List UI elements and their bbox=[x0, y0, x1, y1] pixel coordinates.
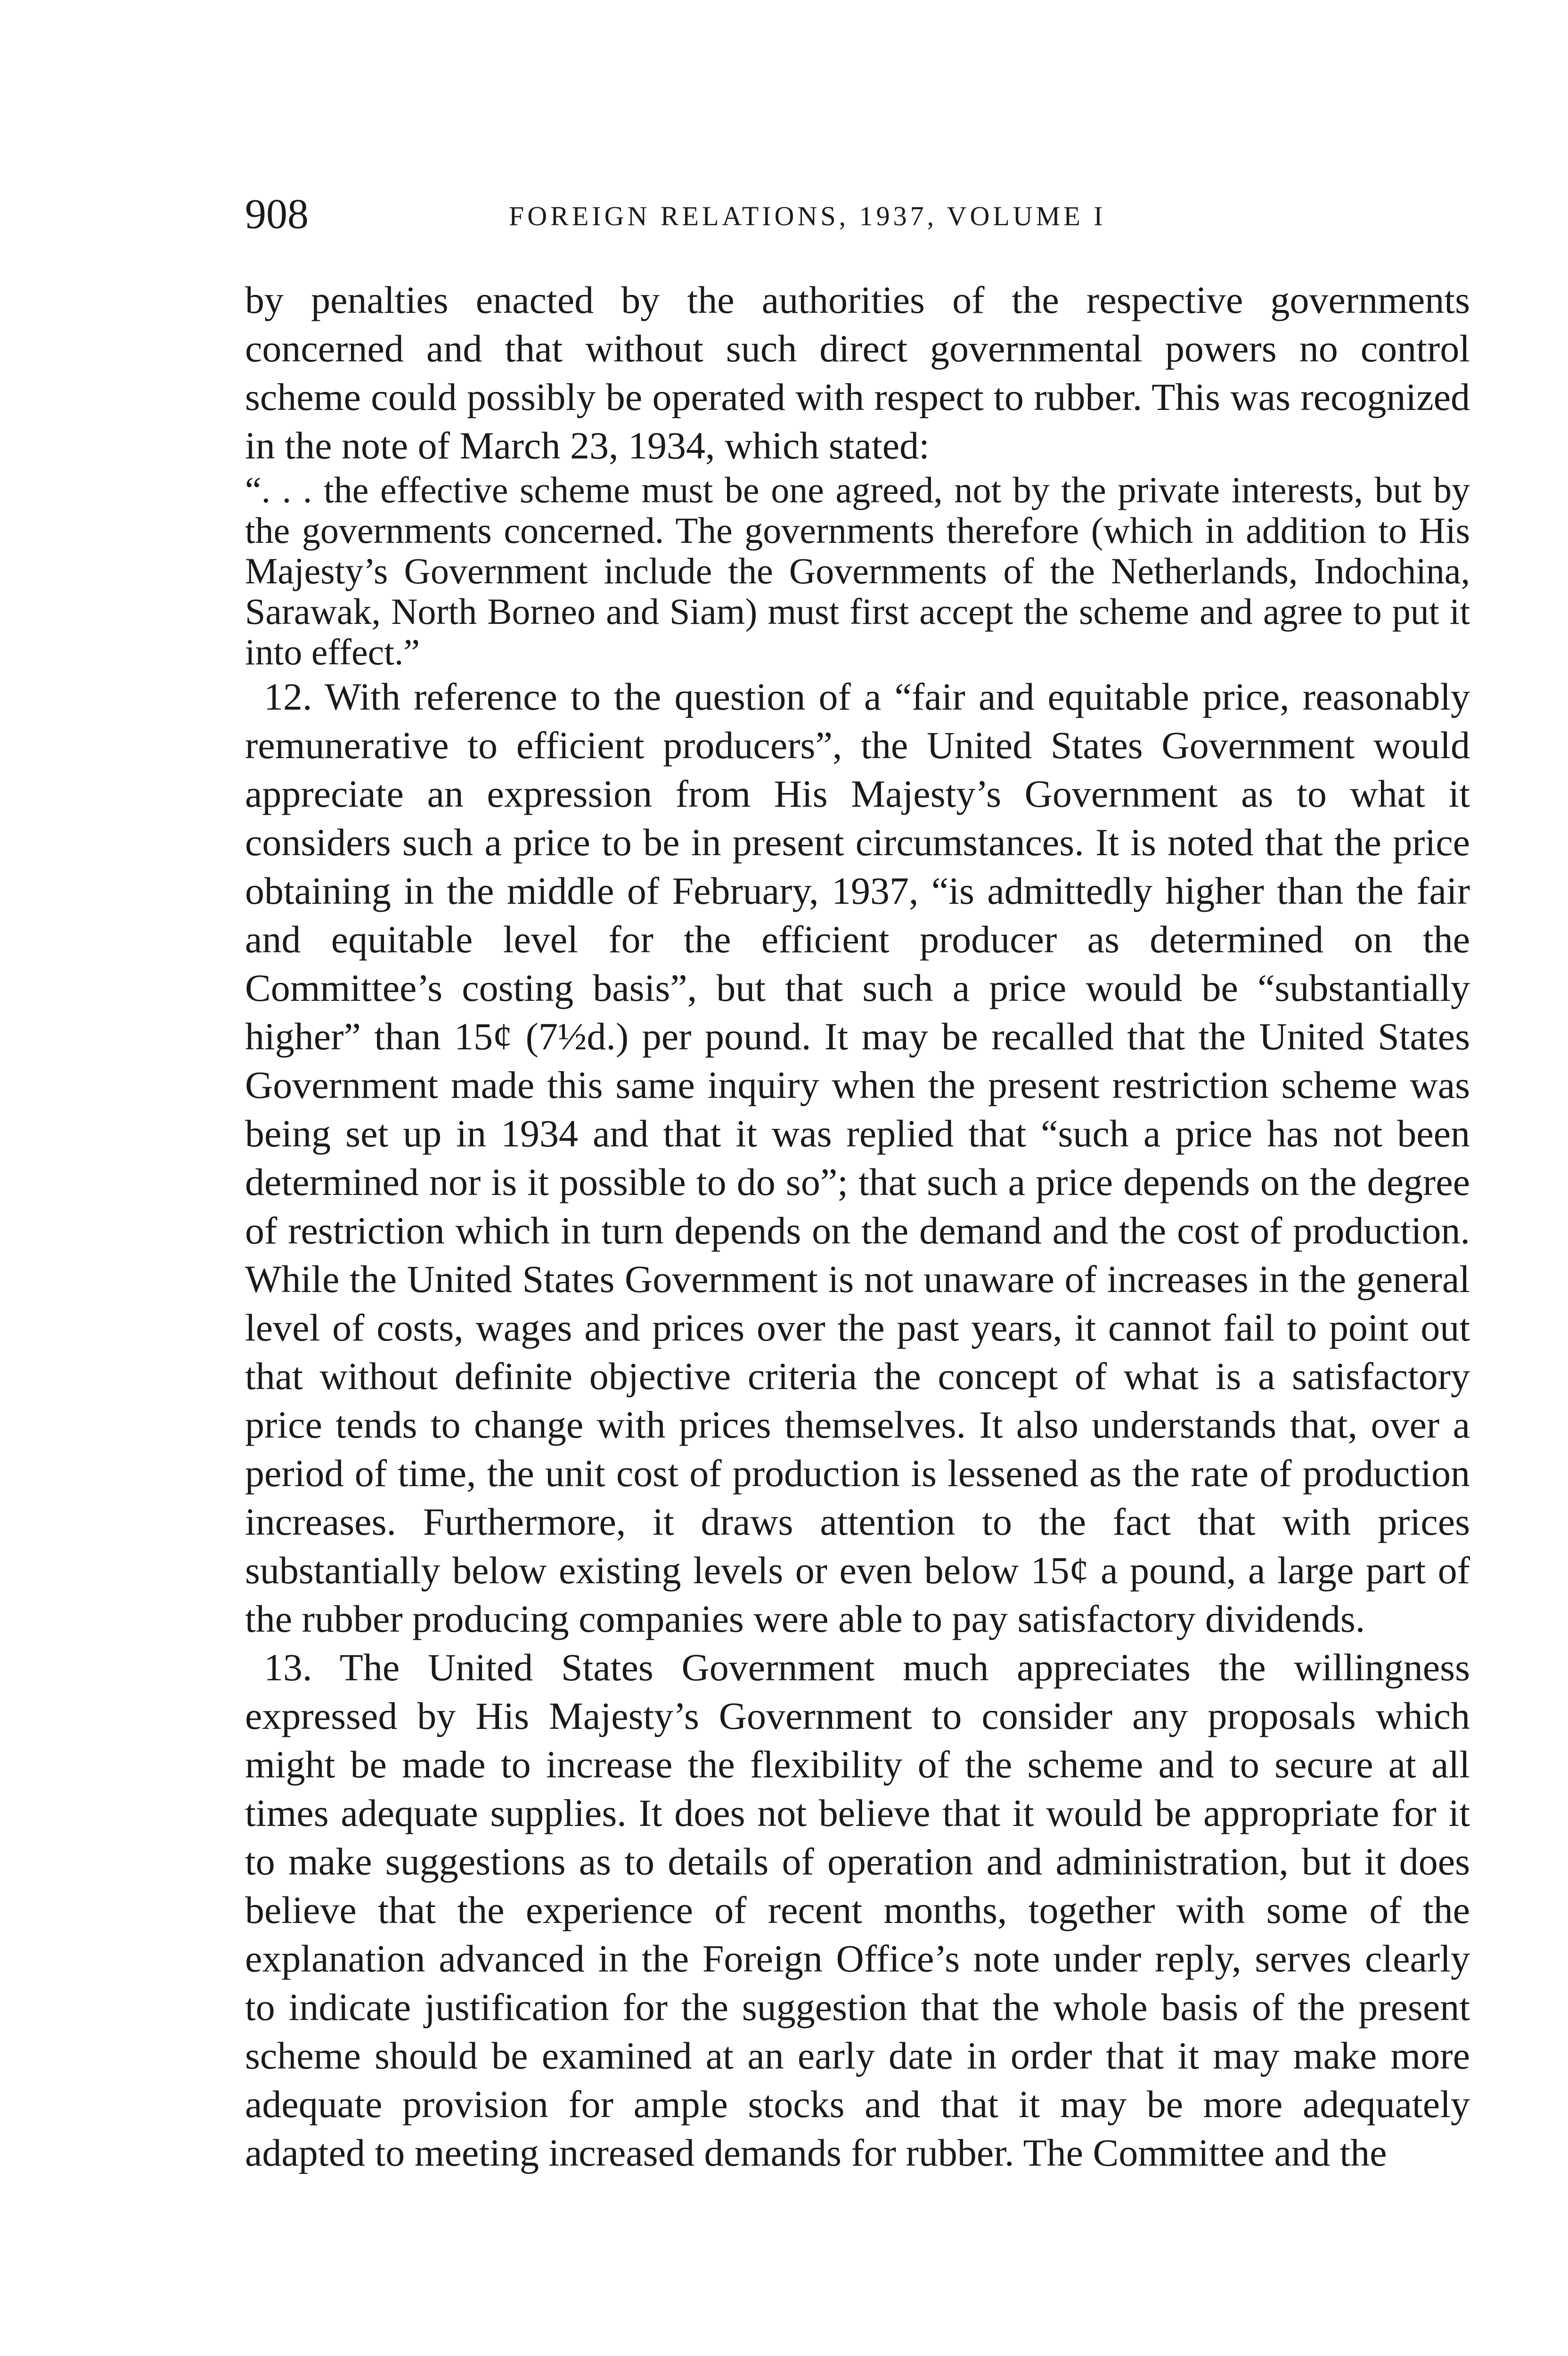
running-title: FOREIGN RELATIONS, 1937, VOLUME I bbox=[509, 201, 1106, 231]
paragraph-continuation: by penalties enacted by the authorities of the respective governments concerned and that without such direct governmental powers no control scheme could possibly be operated with respect to rubber. This was recognized in the note of March 23, 1934, which stated: bbox=[245, 278, 1470, 467]
block-quote: “. . . the effective scheme must be one agreed, not by the private interests, but by the governments concerned. The governments therefore (which in addition to His Majesty’s Government include the Governments of the Netherlands, Indochina, Sarawak, North Borneo and Siam) must first accept the scheme and agree to put it into effect.” bbox=[245, 469, 1470, 672]
running-head bbox=[245, 188, 1470, 240]
page-number: 908 bbox=[245, 191, 309, 237]
paragraph-13: 13. The United States Government much appreciates the willingness expressed by His Majesty’s Government to consider any proposals which might be made to increase the flexibility of the scheme and to secure at all times adequate supplies. It does not believe that it would be appropriate for it to make suggestions as to details of operation and administration, but it does believe that the experience of recent months, together with some of the explanation advanced in the Foreign Office’s note under reply, serves clearly to indicate justification for the suggestion that the whole basis of the present scheme should be examined at an early date in order that it may make more adequate provision for ample stocks and that it may be more adequately adapted to meeting increased demands for rubber. The Committee and the bbox=[245, 1646, 1470, 2174]
body-text bbox=[245, 276, 1470, 2177]
document-page bbox=[245, 188, 1470, 2177]
paragraph-12: 12. With reference to the question of a “fair and equitable price, reasonably remunerative to efficient producers”, the United States Government would appreciate an expression from His Majesty’s Government as to what it considers such a price to be in present circumstances. It is noted that the price obtaining in the middle of February, 1937, “is admittedly higher than the fair and equitable level for the efficient producer as determined on the Committee’s costing basis”, but that such a price would be “substantially higher” than 15¢ (7½d.) per pound. It may be recalled that the United States Government made this same inquiry when the present restriction scheme was being set up in 1934 and that it was replied that “such a price has not been determined nor is it possible to do so”; that such a price depends on the degree of restriction which in turn depends on the demand and the cost of production. While the United States Government is not unaware of increases in the general level of costs, wages and prices over the past years, it cannot fail to point out that without definite objective criteria the concept of what is a satisfactory price tends to change with prices themselves. It also understands that, over a period of time, the unit cost of production is lessened as the rate of production increases. Furthermore, it draws attention to the fact that with prices substantially below existing levels or even below 15¢ a pound, a large part of the rubber producing companies were able to pay satisfactory dividends. bbox=[245, 675, 1470, 1640]
